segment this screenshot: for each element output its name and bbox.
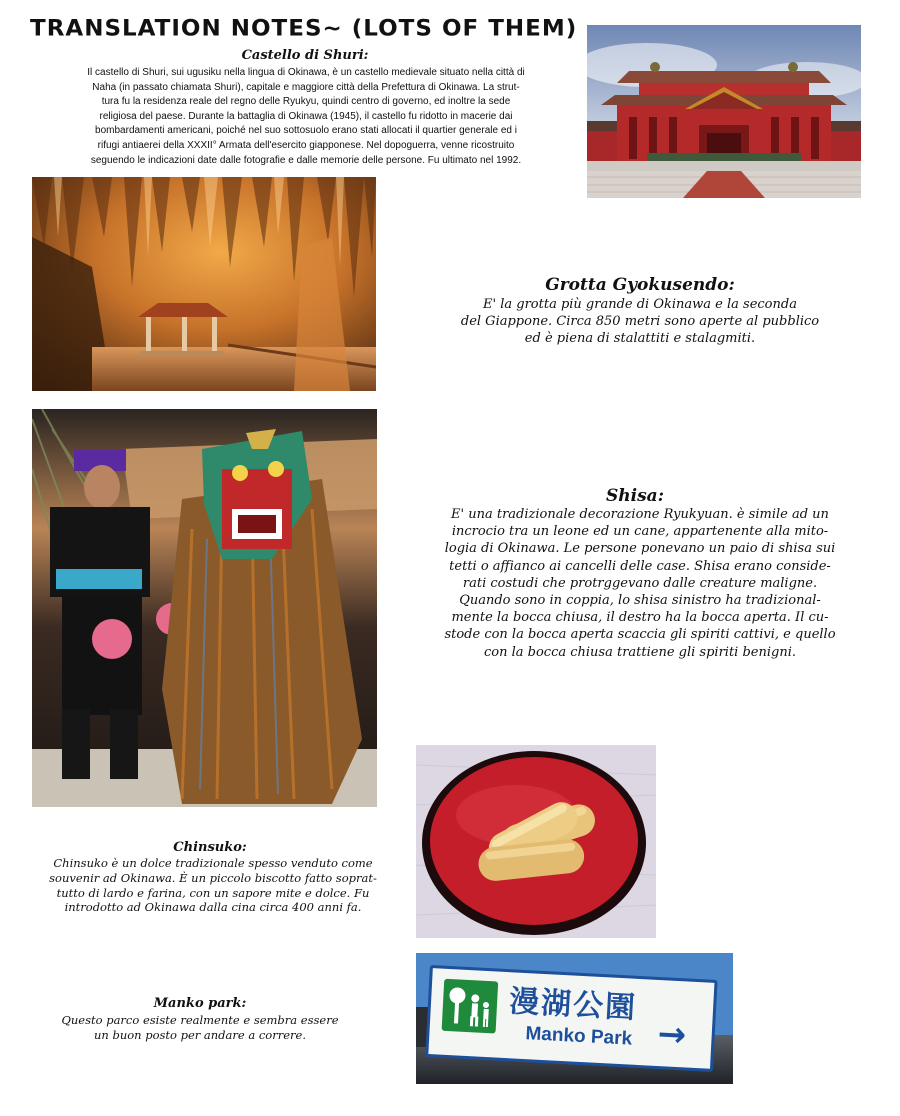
shuri-castle-photo	[587, 25, 861, 198]
manko-line: un buon posto per andare a correre.	[93, 1027, 306, 1042]
gyokusendo-line: E' la grotta più grande di Okinawa e la seconda	[483, 297, 797, 312]
shuri-line: seguendo le indicazioni date dalle fotografie e dalle memorie delle persone. Fu ultimato nel 1992.	[90, 154, 522, 166]
chinsuko-line: introdotto ad Okinawa dalla cina circa 400 anni fa.	[64, 900, 362, 915]
shuri-line: Naha (in passato chiamata Shuri), capitale e maggiore città della Prefettura di Okinawa. La strut-	[92, 81, 520, 93]
manko-heading: Manko park:	[153, 996, 247, 1011]
chinsuko-text	[38, 856, 388, 915]
chinsuko-heading: Chinsuko:	[173, 840, 247, 855]
shuri-text	[40, 66, 572, 168]
shuri-heading: Castello di Shuri:	[241, 48, 369, 63]
gyokusendo-heading: Grotta Gyokusendo:	[545, 275, 735, 295]
chinsuko-line: tutto di lardo e farina, con un sapore mite e dolce. Fu	[56, 885, 370, 900]
shuri-line: rifugi antiaerei della XXXII° Armata dell'esercito giapponese. Nel dopoguerra, venne ricostruito	[97, 139, 515, 151]
shuri-line: religiosa del paese. Durante la battaglia di Okinawa (1945), il castello fu ridotto in macerie dai	[99, 110, 513, 122]
shisa-line: tetti o affianco ai cancelli delle case. Shisa erano conside-	[449, 558, 831, 574]
sign-kanji: 漫湖公園	[508, 984, 638, 1026]
shisa-line: rati costudi che protrggevano dalle creature maligne.	[462, 575, 818, 591]
shisa-line: stode con la bocca aperta scaccia gli spiriti cattivi, e quello	[444, 627, 836, 643]
shisa-dance-photo	[32, 409, 377, 807]
shisa-heading: Shisa:	[606, 486, 664, 506]
gyokusendo-line: del Giappone. Circa 850 metri sono aperte al pubblico	[460, 314, 820, 329]
gyokusendo-text	[430, 296, 850, 347]
shisa-line: E' una tradizionale decorazione Ryukyuan. è simile ad un	[451, 507, 829, 522]
chinsuko-line: Chinsuko è un dolce tradizionale spesso venduto come	[53, 856, 373, 870]
shisa-text	[425, 506, 855, 661]
cave-photo	[32, 177, 376, 391]
manko-line: Questo parco esiste realmente e sembra essere	[61, 1013, 339, 1027]
shuri-line: tura fu la residenza reale del regno delle Ryukyu, quindi centro di governo, ed inoltre la sede	[101, 96, 511, 108]
sign-english: Manko Park	[524, 1023, 633, 1050]
gyokusendo-line: ed è piena di stalattiti e stalagmiti.	[524, 331, 756, 346]
shisa-line: mente la bocca chiusa, il destro ha la bocca aperta. Il cu-	[451, 610, 829, 626]
page-title: TRANSLATION NOTES~ (LOTS OF THEM)	[30, 16, 578, 42]
shisa-line: con la bocca chiusa trattiene gli spiriti benigni.	[483, 644, 796, 660]
manko-sign-photo	[416, 953, 733, 1084]
arrow-right-icon: →	[656, 1014, 688, 1056]
shisa-line: logia di Okinawa. Le persone ponevano un paio di shisa sui	[444, 541, 836, 557]
chinsuko-photo	[416, 745, 656, 938]
chinsuko-line: souvenir ad Okinawa. È un piccolo biscotto fatto soprat-	[49, 870, 377, 885]
shisa-line: Quando sono in coppia, lo shisa sinistro ha tradizional-	[459, 593, 821, 609]
manko-text	[50, 1013, 350, 1043]
park-sign-board	[425, 965, 717, 1072]
shisa-line: incrocio tra un leone ed un cane, appartenente alla mito-	[451, 524, 829, 540]
shuri-line: Il castello di Shuri, sui ugusiku nella lingua di Okinawa, è un castello medievale situato nella città di	[87, 67, 525, 78]
park-pictogram-icon	[442, 979, 499, 1034]
shuri-line: bombardamenti americani, poiché nel suo sottosuolo erano stati allocati il quartier generale ed i	[95, 125, 517, 137]
